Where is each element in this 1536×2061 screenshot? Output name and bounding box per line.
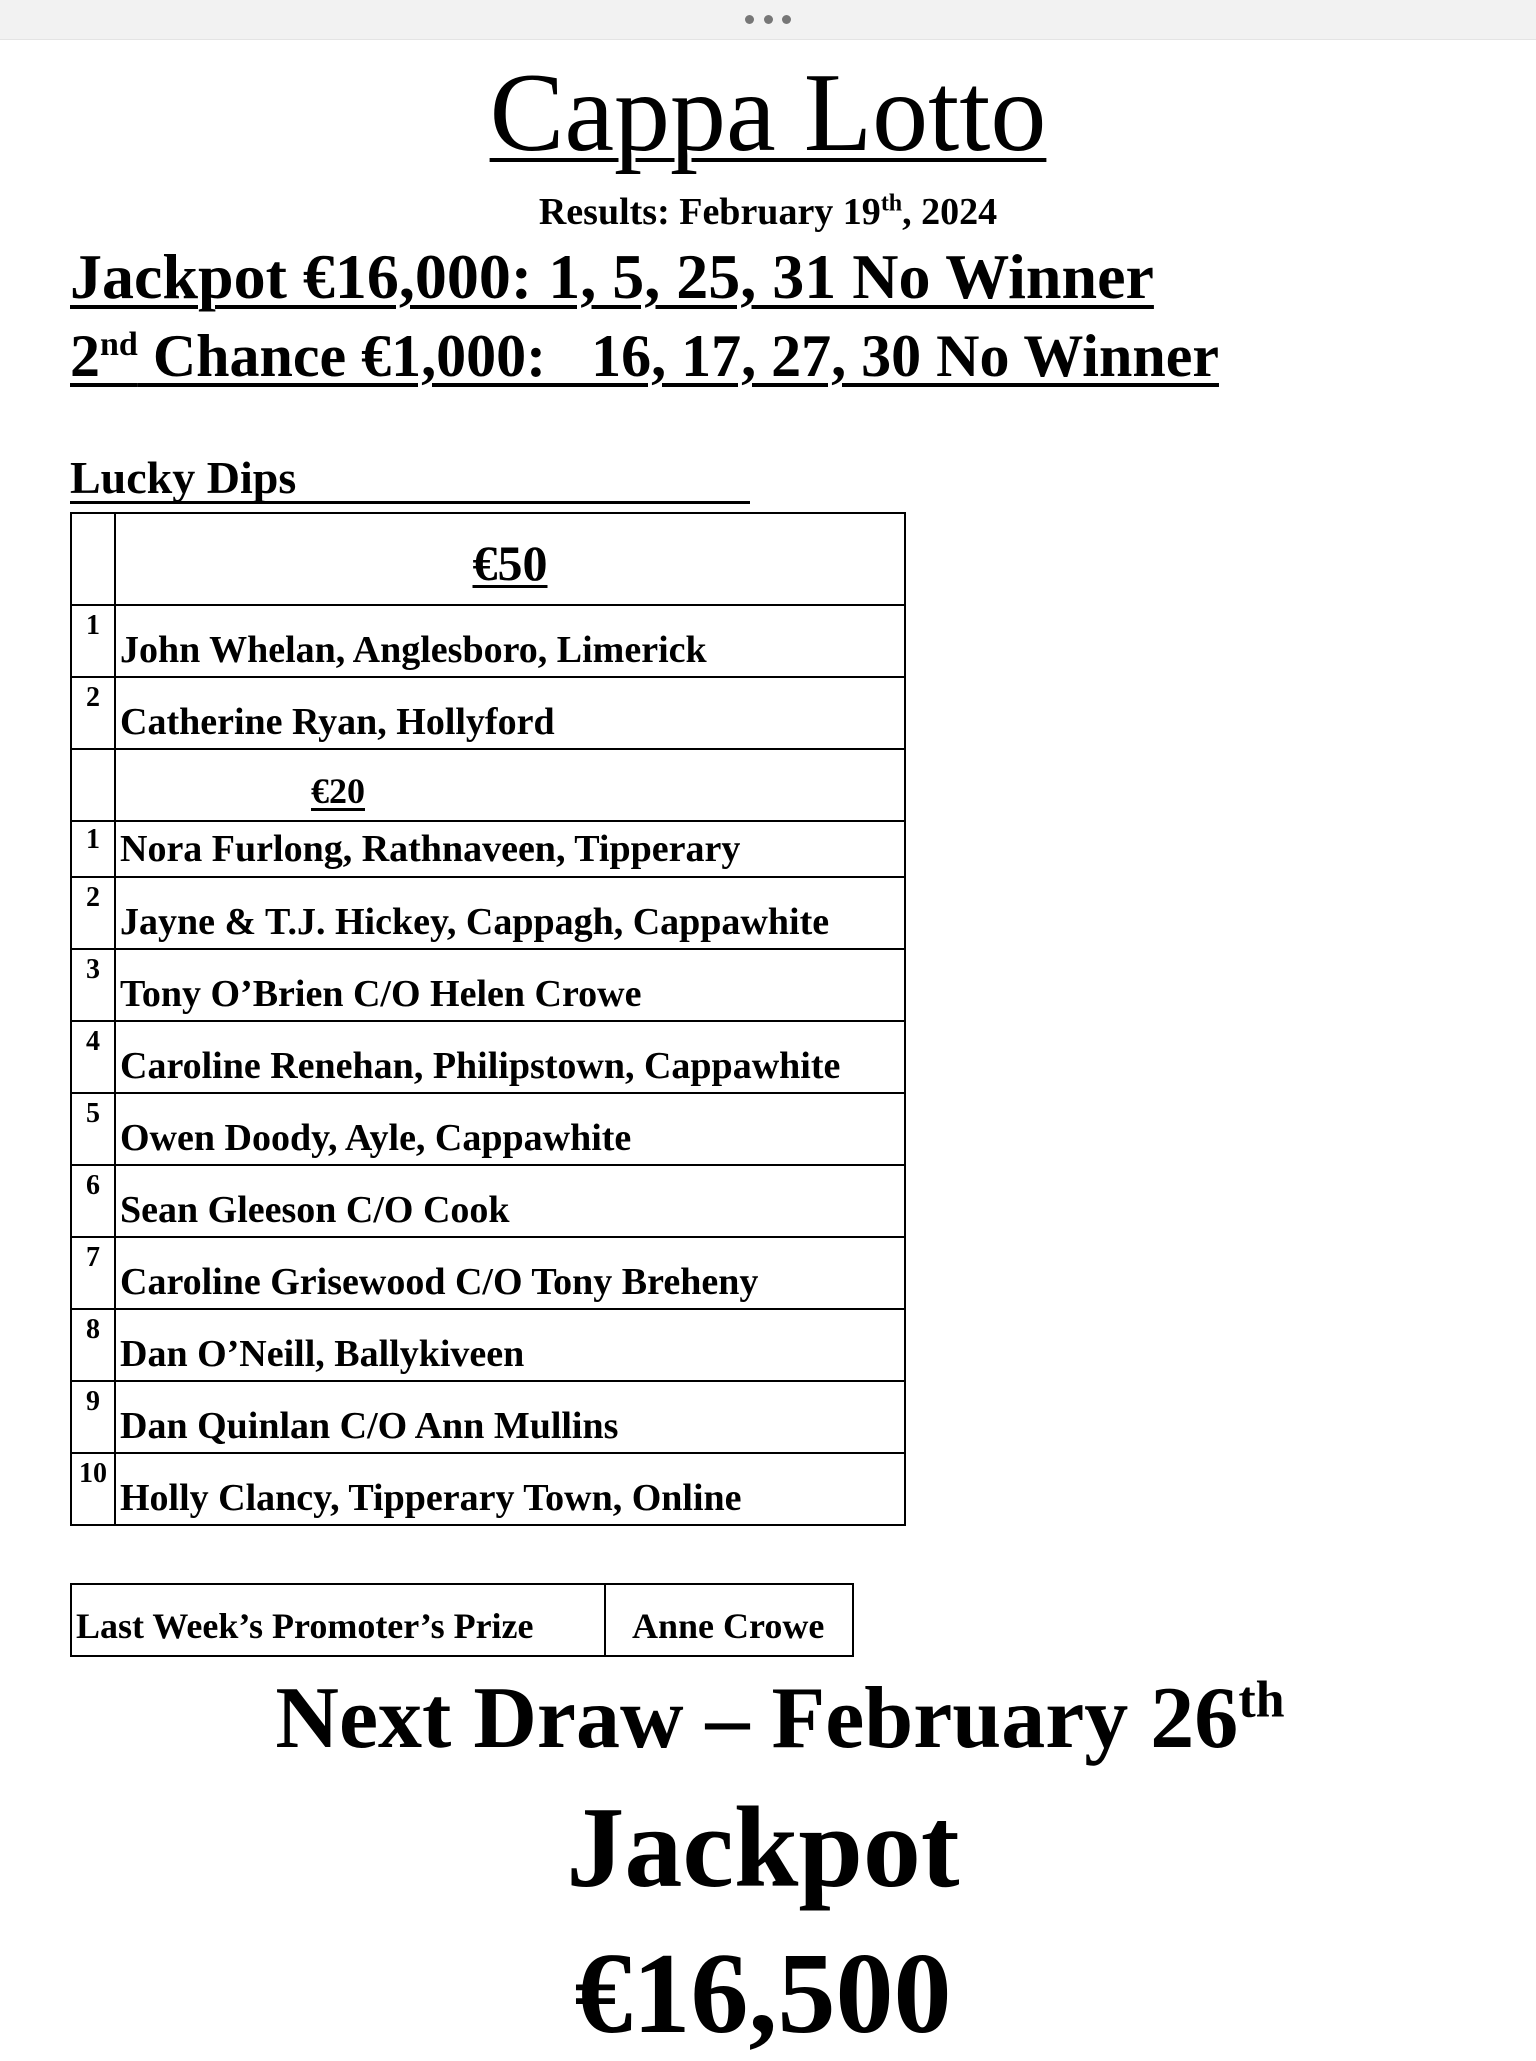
results-date: Results: February 19th, 2024 <box>538 190 998 233</box>
table-row <box>72 1380 904 1452</box>
next-jackpot-amount: €16,500 <box>574 1930 952 2058</box>
winner-name: Owen Doody, Ayle, Cappawhite <box>120 1117 632 1159</box>
table-row <box>72 1020 904 1092</box>
row-number: 2 <box>72 878 116 948</box>
table-row <box>72 820 904 876</box>
winner-name: Caroline Renehan, Philipstown, Cappawhite <box>120 1045 841 1087</box>
row-number: 1 <box>72 606 116 676</box>
table-row <box>72 1452 904 1524</box>
table-row <box>72 604 904 676</box>
second-chance-result: 2nd Chance €1,000: 16, 17, 27, 30 No Winner <box>70 323 1219 389</box>
row-number: 2 <box>72 678 116 748</box>
row-number <box>72 750 116 820</box>
winner-name: Tony O’Brien C/O Helen Crowe <box>120 973 642 1015</box>
row-number: 6 <box>72 1166 116 1236</box>
table-row <box>72 1092 904 1164</box>
row-number <box>72 514 116 604</box>
jackpot-result: Jackpot €16,000: 1, 5, 25, 31 No Winner <box>70 241 1154 312</box>
row-number: 3 <box>72 950 116 1020</box>
promoter-prize-label: Last Week’s Promoter’s Prize <box>72 1585 606 1655</box>
page-title: Cappa Lotto <box>489 51 1047 175</box>
row-number: 10 <box>72 1454 116 1524</box>
row-number: 8 <box>72 1310 116 1380</box>
promoter-prize-box <box>70 1583 854 1657</box>
table-row <box>72 1236 904 1308</box>
table-row <box>72 876 904 948</box>
winner-name: Holly Clancy, Tipperary Town, Online <box>120 1477 742 1519</box>
table-row <box>72 948 904 1020</box>
next-draw-date: Next Draw – February 26th <box>275 1670 1285 1767</box>
lucky-dips-table <box>70 512 906 1526</box>
table-row <box>72 514 904 604</box>
winner-name: Sean Gleeson C/O Cook <box>120 1189 510 1231</box>
winner-name: Caroline Grisewood C/O Tony Breheny <box>120 1261 759 1303</box>
more-options-icon[interactable] <box>745 13 791 25</box>
row-number: 1 <box>72 822 116 876</box>
table-row <box>72 748 904 820</box>
tier-amount: €50 <box>472 535 548 591</box>
row-number: 4 <box>72 1022 116 1092</box>
winner-name: Jayne & T.J. Hickey, Cappagh, Cappawhite <box>120 901 830 943</box>
winner-name: Dan Quinlan C/O Ann Mullins <box>120 1405 619 1447</box>
winner-name: John Whelan, Anglesboro, Limerick <box>120 629 707 671</box>
winner-name: Nora Furlong, Rathnaveen, Tipperary <box>120 828 741 870</box>
winner-name: Catherine Ryan, Hollyford <box>120 701 555 743</box>
tier-amount: €20 <box>311 771 365 811</box>
table-row <box>72 1308 904 1380</box>
table-row <box>72 1164 904 1236</box>
row-number: 7 <box>72 1238 116 1308</box>
promoter-prize-winner: Anne Crowe <box>632 1606 825 1646</box>
winner-name: Dan O’Neill, Ballykiveen <box>120 1333 525 1375</box>
lucky-dips-heading: Lucky Dips <box>70 452 750 504</box>
row-number: 9 <box>72 1382 116 1452</box>
row-number: 5 <box>72 1094 116 1164</box>
table-row <box>72 676 904 748</box>
next-jackpot-label: Jackpot <box>566 1784 960 1912</box>
top-bar <box>0 0 1536 40</box>
